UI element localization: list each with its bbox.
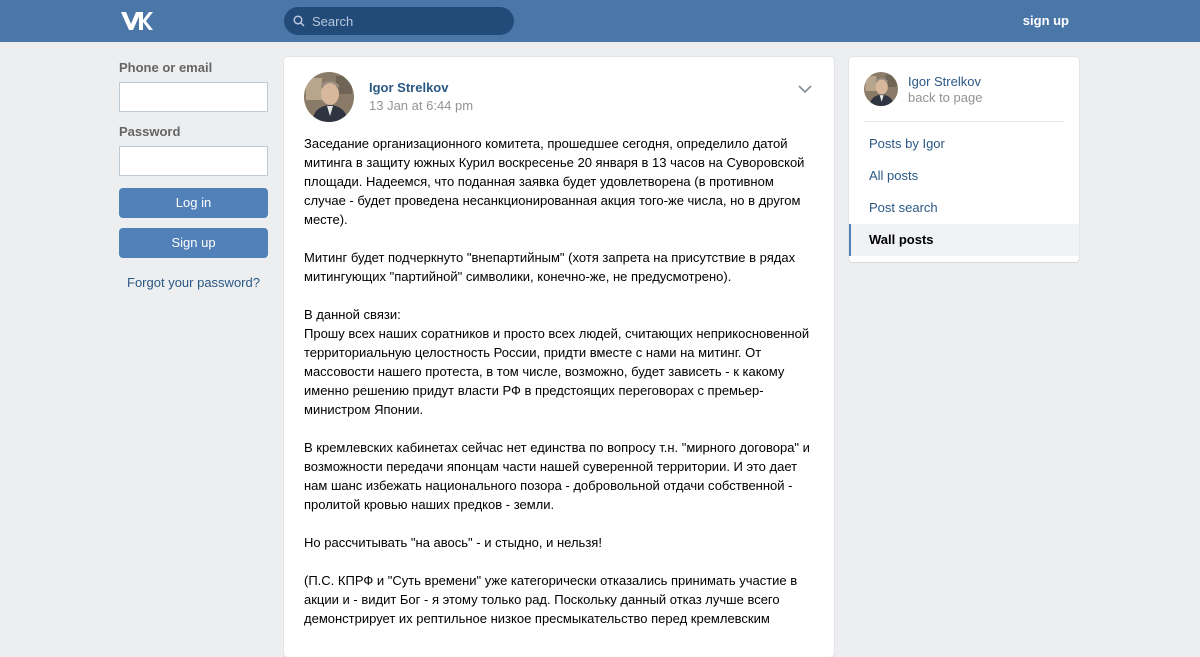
sidebar-menu — [849, 128, 1079, 256]
password-field[interactable] — [119, 146, 268, 176]
post-date[interactable]: 13 Jan at 6:44 pm — [369, 98, 474, 113]
sidebar-profile-name[interactable]: Igor Strelkov — [908, 74, 981, 89]
post-author-link[interactable]: Igor Strelkov — [369, 80, 449, 95]
phone-email-field[interactable] — [119, 82, 268, 112]
search-box — [284, 7, 514, 35]
menu-item-all-posts[interactable]: All posts — [869, 168, 919, 183]
wall-post — [284, 57, 834, 657]
post-paragraph: Но рассчитывать "на авось" - и стыдно, и нельзя! — [304, 535, 602, 550]
post-paragraph: (П.С. КПРФ и "Суть времени" уже категорически отказались принимать участие в акции и - видит Бог - я этому только рад. Поскольку данный отказ лучше всего демонстрирует их рептильное низкое пресмыкательство перед кремлевским — [304, 573, 798, 626]
divider — [864, 121, 1064, 122]
vk-logo-icon[interactable] — [119, 10, 153, 32]
top-header — [0, 0, 1200, 42]
header-signup-link[interactable]: sign up — [1022, 13, 1069, 28]
menu-item-wall-posts[interactable]: Wall posts — [849, 224, 1079, 256]
back-to-page-link[interactable]: back to page — [908, 90, 983, 105]
post-paragraph: В данной связи: Прошу всех наших соратников и просто всех людей, считающих неприкосновенной территориальную целостность России, придти вместе с нами на митинг. От массовости нашего протеста, в том числе, возможно, будет зависеть - к какому именно решению придут власти РФ в предстоящих переговорах с премьер-министром Японии. — [304, 307, 810, 417]
chevron-down-icon[interactable] — [798, 85, 812, 94]
profile-sidebar — [849, 57, 1079, 262]
forgot-password-link[interactable]: Forgot your password? — [127, 275, 260, 290]
sidebar-avatar[interactable] — [864, 72, 898, 106]
post-paragraph: В кремлевских кабинетах сейчас нет единства по вопросу т.н. "мирного договора" и возможности передачи японцам части нашей суверенной территории. И это дает нам шанс избежать национального позора - добровольной отдачи собственной - пролитой кровью наших предков - земли. — [304, 440, 810, 512]
search-icon — [293, 15, 305, 27]
post-paragraph: Заседание организационного комитета, прошедшее сегодня, определило датой митинга в защиту южных Курил воскресенье 20 января в 13 часов на Суворовской площади. Надеемся, что поданная заявка будет удовлетворена (в противном случае - будет проведена несанкционированная акция того-же числа, но в другом месте). — [304, 136, 805, 227]
menu-item-post-search[interactable]: Post search — [869, 200, 938, 215]
author-avatar[interactable] — [304, 72, 354, 122]
password-label: Password — [119, 124, 181, 139]
login-form — [119, 60, 268, 290]
search-input[interactable] — [312, 7, 508, 35]
phone-label: Phone or email — [119, 60, 213, 75]
post-paragraph: Митинг будет подчеркнуто "внепартийным" (хотя запрета на присутствие в рядах митингующих "партийной" символики, конечно-же, не предусмотрено). — [304, 250, 796, 284]
login-button[interactable]: Log in — [119, 188, 268, 218]
post-text — [304, 134, 816, 628]
signup-button[interactable]: Sign up — [119, 228, 268, 258]
menu-item-posts-by-igor[interactable]: Posts by Igor — [869, 136, 945, 151]
